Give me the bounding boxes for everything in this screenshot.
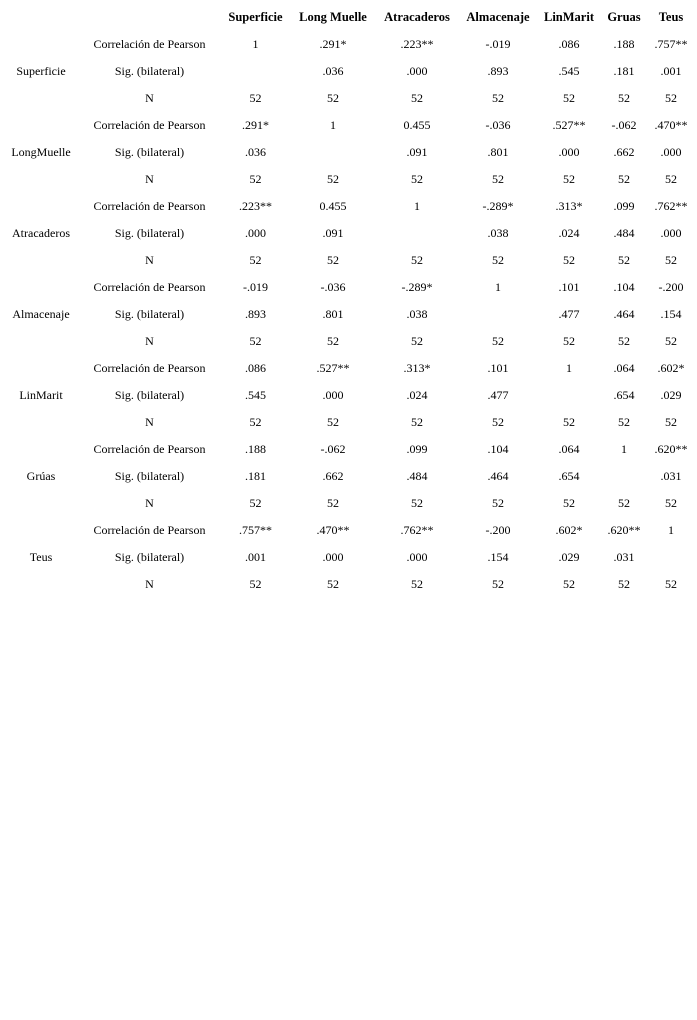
- table-cell: .620**: [607, 523, 641, 537]
- table-cell: .181: [245, 469, 266, 483]
- table-cell: .024: [406, 388, 428, 402]
- pearson-row: [3, 517, 695, 544]
- table-cell: -.289*: [482, 199, 514, 213]
- statistic-label: Sig. (bilateral): [114, 550, 185, 564]
- table-cell: 0.455: [403, 118, 431, 132]
- statistic-label: Correlación de Pearson: [93, 37, 206, 51]
- table-cell: .031: [660, 469, 682, 483]
- table-cell: .000: [660, 226, 682, 240]
- table-cell: 52: [563, 253, 575, 267]
- table-cell: .477: [558, 307, 580, 321]
- correlation-table: [3, 4, 695, 598]
- column-header: LinMarit: [544, 10, 594, 24]
- table-cell: 1: [330, 118, 336, 132]
- table-cell: 0.455: [319, 199, 347, 213]
- table-cell: .484: [406, 469, 428, 483]
- statistic-label: N: [145, 496, 154, 510]
- statistic-label: Sig. (bilateral): [114, 145, 185, 159]
- table-cell: 52: [327, 91, 339, 105]
- table-cell: .464: [613, 307, 635, 321]
- column-header: Teus: [658, 10, 684, 24]
- table-cell: 52: [665, 91, 677, 105]
- table-cell: .470**: [316, 523, 350, 537]
- table-cell: .064: [558, 442, 580, 456]
- table-cell: .602*: [657, 361, 685, 375]
- variable-label: Grúas: [26, 469, 56, 483]
- table-cell: .662: [322, 469, 344, 483]
- statistic-label: Correlación de Pearson: [93, 118, 206, 132]
- sig-row: [3, 382, 695, 409]
- table-cell: .762**: [400, 523, 434, 537]
- table-cell: 52: [249, 577, 262, 591]
- table-cell: 52: [327, 172, 339, 186]
- table-cell: -.200: [485, 523, 511, 537]
- table-cell: 52: [411, 253, 423, 267]
- statistic-label: N: [145, 172, 154, 186]
- table-cell: .757**: [239, 523, 272, 537]
- statistic-label: Sig. (bilateral): [114, 469, 185, 483]
- table-cell: .545: [245, 388, 266, 402]
- sig-row: [3, 139, 695, 166]
- header-blank-stat: [79, 4, 220, 31]
- table-cell: .101: [487, 361, 509, 375]
- column-header: Superficie: [228, 10, 283, 24]
- table-cell: 52: [249, 91, 262, 105]
- header-row: [3, 4, 695, 31]
- table-cell: [601, 463, 647, 490]
- table-cell: .313*: [555, 199, 583, 213]
- table-cell: .029: [660, 388, 682, 402]
- statistic-label: Sig. (bilateral): [114, 307, 185, 321]
- statistic-label: Correlación de Pearson: [93, 361, 206, 375]
- table-cell: 52: [411, 172, 423, 186]
- table-cell: .527**: [316, 361, 350, 375]
- table-cell: 52: [665, 415, 677, 429]
- table-cell: .662: [613, 145, 635, 159]
- table-cell: 52: [563, 577, 575, 591]
- table-cell: -.019: [485, 37, 511, 51]
- table-cell: 1: [566, 361, 572, 375]
- table-cell: 52: [249, 253, 262, 267]
- table-cell: .091: [406, 145, 428, 159]
- table-cell: 52: [327, 496, 339, 510]
- table-cell: 52: [249, 496, 262, 510]
- table-cell: -.019: [243, 280, 268, 294]
- table-cell: .527**: [552, 118, 586, 132]
- table-cell: .001: [245, 550, 266, 564]
- table-cell: .000: [660, 145, 682, 159]
- table-cell: .000: [245, 226, 266, 240]
- statistic-label: Correlación de Pearson: [93, 523, 206, 537]
- table-cell: 52: [492, 334, 504, 348]
- header-blank-var: [3, 4, 79, 31]
- table-cell: .154: [660, 307, 682, 321]
- table-cell: 52: [411, 334, 423, 348]
- table-cell: 52: [492, 415, 504, 429]
- statistic-label: N: [145, 415, 154, 429]
- table-cell: 52: [563, 172, 575, 186]
- table-cell: 1: [668, 523, 674, 537]
- table-cell: 52: [618, 253, 630, 267]
- table-cell: 52: [411, 577, 423, 591]
- table-cell: .470**: [654, 118, 688, 132]
- table-cell: [459, 301, 537, 328]
- n-row: [3, 490, 695, 517]
- table-cell: 52: [665, 334, 677, 348]
- table-cell: -.036: [320, 280, 346, 294]
- n-row: [3, 247, 695, 274]
- correlation-body: [3, 31, 695, 598]
- table-cell: .000: [406, 64, 428, 78]
- statistic-label: N: [145, 91, 154, 105]
- table-cell: .000: [558, 145, 580, 159]
- statistic-label: N: [145, 577, 154, 591]
- table-cell: [220, 58, 291, 85]
- table-cell: 52: [665, 253, 677, 267]
- table-cell: -.062: [611, 118, 637, 132]
- table-cell: 52: [492, 253, 504, 267]
- table-cell: .101: [558, 280, 580, 294]
- table-cell: .064: [613, 361, 635, 375]
- sig-row: [3, 58, 695, 85]
- table-cell: .001: [660, 64, 682, 78]
- pearson-row: [3, 193, 695, 220]
- table-cell: .545: [558, 64, 580, 78]
- table-cell: .757**: [654, 37, 688, 51]
- table-cell: .086: [245, 361, 266, 375]
- table-cell: 1: [414, 199, 420, 213]
- table-cell: .291*: [242, 118, 269, 132]
- column-header: Atracaderos: [384, 10, 450, 24]
- table-cell: .602*: [555, 523, 583, 537]
- table-cell: 52: [327, 415, 339, 429]
- column-header: Almacenaje: [466, 10, 530, 24]
- table-cell: .031: [613, 550, 635, 564]
- table-cell: .099: [406, 442, 428, 456]
- statistic-label: Sig. (bilateral): [114, 64, 185, 78]
- table-cell: .038: [406, 307, 428, 321]
- n-row: [3, 571, 695, 598]
- table-cell: 52: [563, 415, 575, 429]
- table-cell: 52: [618, 577, 630, 591]
- table-cell: [537, 382, 601, 409]
- table-cell: [375, 220, 459, 247]
- table-cell: .223**: [400, 37, 434, 51]
- table-cell: .000: [322, 388, 344, 402]
- table-cell: 52: [618, 172, 630, 186]
- pearson-row: [3, 274, 695, 301]
- table-cell: -.289*: [401, 280, 433, 294]
- table-cell: 52: [249, 172, 262, 186]
- table-cell: .036: [245, 145, 266, 159]
- column-header: Long Muelle: [299, 10, 367, 24]
- table-cell: -.062: [320, 442, 346, 456]
- table-cell: .104: [613, 280, 635, 294]
- table-cell: .484: [613, 226, 635, 240]
- table-cell: .654: [613, 388, 635, 402]
- statistic-label: Correlación de Pearson: [93, 280, 206, 294]
- n-row: [3, 409, 695, 436]
- table-cell: -.200: [658, 280, 684, 294]
- table-cell: 52: [327, 334, 339, 348]
- table-cell: .893: [245, 307, 266, 321]
- table-cell: .188: [245, 442, 266, 456]
- table-cell: .477: [487, 388, 509, 402]
- table-cell: 52: [665, 496, 677, 510]
- statistic-label: N: [145, 253, 154, 267]
- table-cell: .654: [558, 469, 580, 483]
- table-cell: 1: [621, 442, 627, 456]
- table-cell: 52: [327, 253, 339, 267]
- variable-label: Atracaderos: [12, 226, 70, 240]
- table-cell: [647, 544, 695, 571]
- table-cell: .029: [558, 550, 580, 564]
- table-cell: 52: [618, 91, 630, 105]
- table-cell: .620**: [654, 442, 688, 456]
- table-cell: 52: [665, 172, 677, 186]
- variable-label: Superficie: [16, 64, 66, 78]
- table-cell: .188: [613, 37, 635, 51]
- table-cell: .223**: [239, 199, 272, 213]
- table-cell: .313*: [403, 361, 431, 375]
- table-cell: -.036: [485, 118, 511, 132]
- statistic-label: Correlación de Pearson: [93, 199, 206, 213]
- variable-label: Teus: [29, 550, 53, 564]
- n-row: [3, 85, 695, 112]
- table-cell: 52: [618, 496, 630, 510]
- table-cell: 52: [618, 415, 630, 429]
- sig-row: [3, 544, 695, 571]
- statistic-label: Sig. (bilateral): [114, 388, 185, 402]
- n-row: [3, 166, 695, 193]
- table-cell: .291*: [319, 37, 347, 51]
- table-cell: .801: [487, 145, 509, 159]
- table-cell: .154: [487, 550, 509, 564]
- table-cell: 52: [411, 496, 423, 510]
- table-cell: [291, 139, 375, 166]
- sig-row: [3, 463, 695, 490]
- table-cell: .181: [613, 64, 635, 78]
- table-cell: 52: [492, 496, 504, 510]
- table-cell: .893: [487, 64, 509, 78]
- table-cell: .086: [558, 37, 580, 51]
- table-cell: .099: [613, 199, 635, 213]
- column-header: Gruas: [607, 10, 641, 24]
- table-cell: .000: [406, 550, 428, 564]
- table-cell: 52: [327, 577, 339, 591]
- table-cell: 52: [563, 334, 575, 348]
- table-cell: 52: [249, 334, 262, 348]
- table-cell: .036: [322, 64, 344, 78]
- variable-label: LongMuelle: [11, 145, 71, 159]
- sig-row: [3, 220, 695, 247]
- statistic-label: N: [145, 334, 154, 348]
- table-cell: .000: [322, 550, 344, 564]
- table-cell: 1: [495, 280, 501, 294]
- table-cell: .091: [322, 226, 344, 240]
- statistic-label: Sig. (bilateral): [114, 226, 185, 240]
- table-cell: .024: [558, 226, 580, 240]
- table-cell: .801: [322, 307, 344, 321]
- pearson-row: [3, 436, 695, 463]
- pearson-row: [3, 355, 695, 382]
- table-cell: .762**: [654, 199, 688, 213]
- variable-label: Almacenaje: [12, 307, 70, 321]
- table-cell: .104: [487, 442, 509, 456]
- statistic-label: Correlación de Pearson: [93, 442, 206, 456]
- table-cell: .464: [487, 469, 509, 483]
- table-cell: 52: [249, 415, 262, 429]
- table-cell: 52: [492, 172, 504, 186]
- table-cell: 52: [411, 415, 423, 429]
- n-row: [3, 328, 695, 355]
- table-cell: 52: [492, 91, 504, 105]
- table-cell: 52: [665, 577, 677, 591]
- table-cell: 52: [563, 91, 575, 105]
- table-cell: .038: [487, 226, 509, 240]
- table-cell: 1: [252, 37, 259, 51]
- variable-label: LinMarit: [19, 388, 63, 402]
- pearson-row: [3, 112, 695, 139]
- sig-row: [3, 301, 695, 328]
- pearson-row: [3, 31, 695, 58]
- table-cell: 52: [492, 577, 504, 591]
- table-cell: 52: [411, 91, 423, 105]
- table-cell: 52: [618, 334, 630, 348]
- table-cell: 52: [563, 496, 575, 510]
